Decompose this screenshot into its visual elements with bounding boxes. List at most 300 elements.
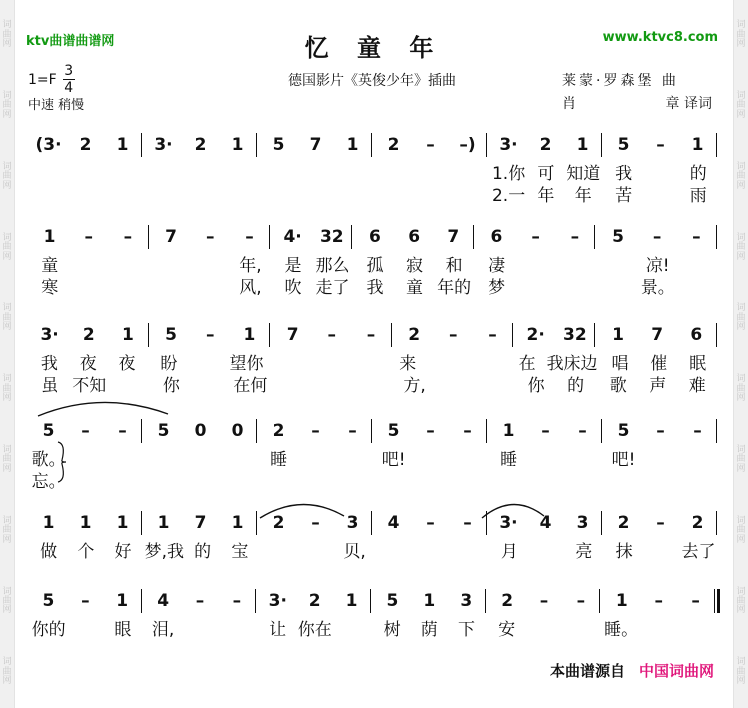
watermark-char: 网 <box>2 109 12 120</box>
note: – <box>463 421 472 441</box>
lyric-syllable: 睡 <box>270 449 288 470</box>
watermark-char: 网 <box>2 393 12 404</box>
watermark-char: 词 <box>2 161 12 172</box>
tempo-marking: 中速 稍慢 <box>28 98 85 113</box>
lyric-syllable: 好 <box>114 541 132 562</box>
note: 1 <box>157 513 170 533</box>
watermark-char: 词 <box>736 303 746 314</box>
watermark-char: 网 <box>736 463 746 474</box>
note: 3 <box>576 513 589 533</box>
right-watermark-strip <box>733 0 748 708</box>
watermark-char: 网 <box>2 605 12 616</box>
lyric-syllable: 我 <box>615 163 633 184</box>
lyric-syllable: 望你 <box>229 353 264 374</box>
lyric-syllable: 个 <box>77 541 95 562</box>
lyric-syllable: 夜 <box>118 353 136 374</box>
lyric-syllable: 年, <box>239 255 262 276</box>
note: 7 <box>447 227 460 247</box>
brace-mark <box>56 440 68 484</box>
note: – <box>327 325 337 345</box>
lyric-syllable: 宝 <box>231 541 249 562</box>
lyric-syllable: 吧! <box>381 449 406 470</box>
note: – <box>348 421 357 441</box>
note: 2 <box>387 135 400 155</box>
watermark-char: 曲 <box>2 100 12 111</box>
lyric-row <box>30 274 720 296</box>
note: 5 <box>42 421 55 441</box>
lyric-syllable: 寂 <box>406 255 424 276</box>
note: – <box>311 421 320 441</box>
note: 5 <box>387 421 400 441</box>
note: 1 <box>42 513 55 533</box>
note: – <box>426 135 435 155</box>
lyric-syllable: 催 <box>650 353 668 374</box>
slur-mark <box>34 396 174 418</box>
note: 1 <box>116 591 129 611</box>
note: – <box>531 227 540 247</box>
lyric-syllable: 歌 <box>609 375 627 396</box>
note: – <box>206 227 215 247</box>
score-system <box>30 130 720 204</box>
lyric-row <box>30 182 720 204</box>
watermark-group <box>736 304 745 332</box>
note: 7 <box>651 325 664 345</box>
lyric-syllable: 年 <box>537 185 555 206</box>
lyric-syllable: 我 <box>40 353 58 374</box>
lyricist-role: 章 译词 <box>665 96 712 112</box>
lyric-syllable: 年的 <box>437 277 472 298</box>
note: – <box>488 325 497 345</box>
note: 2 <box>79 135 92 155</box>
watermark-char: 网 <box>736 180 746 191</box>
watermark-char: 曲 <box>2 596 12 607</box>
lyric-syllable: 你 <box>527 375 545 396</box>
watermark-group <box>736 163 745 191</box>
watermark-group <box>2 517 11 545</box>
lyric-syllable: 景。 <box>640 277 675 298</box>
note: – <box>693 421 702 441</box>
note: 2 <box>408 325 421 345</box>
note: – <box>691 591 700 611</box>
watermark-char: 词 <box>2 515 12 526</box>
note: 2 <box>272 421 285 441</box>
watermark-group <box>2 446 11 474</box>
note: – <box>576 591 586 611</box>
watermark-char: 曲 <box>736 171 746 182</box>
note: – <box>81 421 90 441</box>
lyric-syllable: 孤 <box>366 255 384 276</box>
note: 3· <box>499 135 518 155</box>
watermark-char: 词 <box>2 586 12 597</box>
watermark-char: 曲 <box>736 100 746 111</box>
note: 1 <box>43 227 56 247</box>
note: 1 <box>116 513 129 533</box>
note: – <box>84 227 93 247</box>
barline <box>716 419 720 443</box>
lyric-syllable: 安 <box>498 619 516 640</box>
watermark-group <box>736 658 745 686</box>
watermark-char: 曲 <box>2 454 12 465</box>
final-barline <box>714 589 720 613</box>
note: 7 <box>194 513 207 533</box>
lyric-syllable: 凄 <box>488 255 506 276</box>
note: 5 <box>165 325 178 345</box>
note: – <box>426 513 435 533</box>
note: 1 <box>423 591 436 611</box>
note: 1 <box>691 135 704 155</box>
lyric-syllable: 凉! <box>645 255 670 276</box>
watermark-char: 网 <box>736 676 746 687</box>
watermark-char: 曲 <box>736 596 746 607</box>
watermark-char: 网 <box>2 39 12 50</box>
note: 2 <box>194 135 207 155</box>
watermark-group <box>2 163 11 191</box>
note: 32 <box>562 325 587 345</box>
lyric-syllable: 夜 <box>79 353 97 374</box>
score-system <box>30 586 720 638</box>
note: 1 <box>576 135 589 155</box>
note: 1 <box>116 135 129 155</box>
note: 5 <box>42 591 55 611</box>
watermark-char: 词 <box>736 20 746 31</box>
watermark-char: 网 <box>736 251 746 262</box>
lyric-syllable: 在 <box>518 353 536 374</box>
song-subtitle: 德国影片《英俊少年》插曲 <box>288 73 456 89</box>
footer-source <box>550 660 714 681</box>
watermark-char: 词 <box>736 232 746 243</box>
lyric-syllable: 忘。 <box>31 471 66 492</box>
note: – <box>570 227 580 247</box>
note: – <box>463 513 472 533</box>
song-title: 忆 童 年 <box>304 33 444 62</box>
footer-brand[interactable]: 中国词曲网 <box>638 662 714 680</box>
lyric-syllable: 你 <box>162 375 180 396</box>
watermark-char: 曲 <box>736 383 746 394</box>
watermark-char: 网 <box>736 393 746 404</box>
lyricist-credit <box>562 93 712 113</box>
lyric-syllable: 你的 <box>31 619 66 640</box>
note: – <box>656 421 665 441</box>
note: 2 <box>308 591 321 611</box>
note: 5 <box>617 135 630 155</box>
lyric-syllable: 难 <box>688 375 706 396</box>
watermark-char: 词 <box>736 657 746 668</box>
note: – <box>232 591 242 611</box>
lyric-syllable: 的 <box>194 541 212 562</box>
lyric-syllable: 不知 <box>72 375 107 396</box>
lyric-syllable: 童 <box>406 277 424 298</box>
note: 1 <box>502 421 515 441</box>
lyric-syllable: 我 <box>366 277 384 298</box>
note: 32 <box>319 227 344 247</box>
watermark-group <box>2 92 11 120</box>
watermark-char: 网 <box>736 322 746 333</box>
note: – <box>195 591 205 611</box>
watermark-group <box>2 658 11 686</box>
watermark-group <box>2 234 11 262</box>
note: – <box>118 421 127 441</box>
watermark-char: 曲 <box>2 666 12 677</box>
watermark-char: 网 <box>2 463 12 474</box>
note: 0 <box>194 421 207 441</box>
note: 2· <box>526 325 545 345</box>
note: – <box>541 421 550 441</box>
note: 5 <box>612 227 624 247</box>
lyric-syllable: 1.你 <box>491 163 526 184</box>
lyric-syllable: 声 <box>649 375 667 396</box>
watermark-char: 网 <box>2 322 12 333</box>
note: 6 <box>369 227 381 247</box>
watermark-char: 网 <box>736 534 746 545</box>
score-system <box>30 508 720 560</box>
watermark-char: 词 <box>2 303 12 314</box>
note: 7 <box>165 227 178 247</box>
lyric-syllable: 苦 <box>615 185 633 206</box>
note: 2 <box>501 591 514 611</box>
lyric-syllable: 盼 <box>160 353 178 374</box>
note: 5 <box>272 135 285 155</box>
source-url[interactable]: www.ktvc8.com <box>602 30 718 45</box>
watermark-group <box>736 446 745 474</box>
note: 2 <box>691 513 704 533</box>
lyric-syllable: 你在 <box>297 619 332 640</box>
watermark-char: 曲 <box>2 312 12 323</box>
lyric-row <box>30 538 720 560</box>
barline <box>716 323 720 347</box>
watermark-char: 网 <box>736 39 746 50</box>
watermark-char: 词 <box>2 20 12 31</box>
watermark-group <box>736 234 745 262</box>
note: – <box>578 421 587 441</box>
notation-row <box>30 416 720 446</box>
lyric-row <box>30 468 720 490</box>
lyric-syllable: 的 <box>567 375 585 396</box>
watermark-group <box>2 588 11 616</box>
note: – <box>245 227 254 247</box>
note: 2 <box>617 513 630 533</box>
watermark-char: 词 <box>736 374 746 385</box>
lyric-syllable: 2.一 <box>491 185 526 206</box>
lyric-syllable: 做 <box>40 541 58 562</box>
barline <box>716 225 720 249</box>
note: 2 <box>82 325 95 345</box>
watermark-char: 曲 <box>736 666 746 677</box>
note: 3· <box>268 591 287 611</box>
note: 4 <box>539 513 552 533</box>
key-label: 1=F <box>28 71 57 88</box>
watermark-char: 词 <box>2 657 12 668</box>
note: 1 <box>345 591 358 611</box>
note: – <box>81 591 90 611</box>
lyric-syllable: 方, <box>403 375 426 396</box>
watermark-char: 词 <box>2 232 12 243</box>
lyric-syllable: 睡。 <box>604 619 639 640</box>
note: 7 <box>309 135 322 155</box>
watermark-char: 曲 <box>736 29 746 40</box>
notation-row <box>30 130 720 160</box>
watermark-char: 曲 <box>2 242 12 253</box>
lyric-syllable: 雨 <box>689 185 707 206</box>
time-signature <box>63 64 75 95</box>
note: – <box>449 325 458 345</box>
footer-note: 本曲谱源自 <box>549 662 625 680</box>
lyric-syllable: 眠 <box>689 353 707 374</box>
lyricist-name: 肖 <box>562 96 576 112</box>
notation-row <box>30 222 720 252</box>
watermark-char: 词 <box>2 445 12 456</box>
note: 3 <box>460 591 473 611</box>
lyric-row <box>30 160 720 182</box>
lyric-syllable: 荫 <box>420 619 438 640</box>
watermark-char: 曲 <box>736 242 746 253</box>
lyric-syllable: 歌。 <box>31 449 66 470</box>
watermark-group <box>736 375 745 403</box>
barline <box>716 511 720 535</box>
watermark-char: 曲 <box>2 525 12 536</box>
watermark-char: 词 <box>736 161 746 172</box>
lyric-row <box>30 252 720 274</box>
watermark-group <box>2 304 11 332</box>
watermark-char: 曲 <box>736 312 746 323</box>
note: – <box>311 513 320 533</box>
note: – <box>206 325 215 345</box>
watermark-char: 网 <box>736 109 746 120</box>
lyric-syllable: 吧! <box>611 449 636 470</box>
lyric-syllable: 贝, <box>343 541 366 562</box>
watermark-char: 词 <box>736 445 746 456</box>
note: 3· <box>40 325 59 345</box>
lyric-row <box>30 350 720 372</box>
lyric-syllable: 知道 <box>566 163 601 184</box>
watermark-char: 词 <box>2 374 12 385</box>
lyric-syllable: 童 <box>41 255 59 276</box>
lyric-syllable: 是 <box>284 255 302 276</box>
lyric-syllable: 让 <box>269 619 287 640</box>
note: 7 <box>286 325 299 345</box>
watermark-char: 曲 <box>2 383 12 394</box>
note: 1 <box>122 325 134 345</box>
composer-credit: 莱蒙·罗森堡 曲 <box>562 73 679 89</box>
lyric-syllable: 唱 <box>611 353 629 374</box>
notation-row <box>30 586 720 616</box>
note: –) <box>459 135 476 155</box>
note: (3· <box>35 135 62 155</box>
note: 1 <box>615 591 628 611</box>
lyric-syllable: 在何 <box>233 375 268 396</box>
watermark-group <box>736 517 745 545</box>
note: 1 <box>346 135 359 155</box>
lyric-syllable: 那么 <box>315 255 350 276</box>
watermark-char: 网 <box>2 180 12 191</box>
note: 0 <box>231 421 244 441</box>
lyric-syllable: 年 <box>574 185 592 206</box>
watermark-group <box>2 375 11 403</box>
lyric-syllable: 我床边 <box>546 353 598 374</box>
note: 3· <box>154 135 173 155</box>
note: – <box>656 135 665 155</box>
score-system <box>30 222 720 296</box>
watermark-char: 网 <box>2 676 12 687</box>
note: – <box>123 227 133 247</box>
lyric-syllable: 月 <box>500 541 518 562</box>
watermark-char: 网 <box>2 534 12 545</box>
barline <box>716 133 720 157</box>
watermark-char: 曲 <box>2 171 12 182</box>
note: 4 <box>157 591 170 611</box>
note: 4 <box>387 513 400 533</box>
notation-row <box>30 508 720 538</box>
note: – <box>366 325 376 345</box>
note: 2 <box>539 135 552 155</box>
lyric-syllable: 梦,我 <box>144 541 185 562</box>
lyric-syllable: 抹 <box>615 541 633 562</box>
note: 5 <box>386 591 399 611</box>
notation-row <box>30 320 720 350</box>
watermark-group <box>736 588 745 616</box>
note: 5 <box>157 421 170 441</box>
watermark-char: 曲 <box>736 525 746 536</box>
note: – <box>652 227 662 247</box>
note: 1 <box>231 513 244 533</box>
note: – <box>692 227 701 247</box>
lyric-syllable: 树 <box>383 619 401 640</box>
lyric-syllable: 吹 <box>284 277 302 298</box>
lyric-syllable: 走了 <box>315 277 350 298</box>
note: 2 <box>272 513 285 533</box>
score-system <box>30 416 720 490</box>
note: 1 <box>231 135 244 155</box>
left-watermark-strip <box>0 0 15 708</box>
watermark-char: 网 <box>736 605 746 616</box>
lyric-syllable: 眼 <box>114 619 132 640</box>
meter-bottom: 4 <box>64 80 74 96</box>
watermark-char: 词 <box>736 515 746 526</box>
note: 1 <box>243 325 256 345</box>
lyric-syllable: 睡 <box>500 449 518 470</box>
watermark-char: 词 <box>736 586 746 597</box>
note: – <box>654 591 663 611</box>
lyric-syllable: 虽 <box>41 375 59 396</box>
lyric-syllable: 的 <box>689 163 707 184</box>
lyric-syllable: 寒 <box>41 277 59 298</box>
lyric-syllable: 亮 <box>575 541 593 562</box>
lyric-syllable: 和 <box>445 255 463 276</box>
note: – <box>656 513 665 533</box>
watermark-char: 曲 <box>2 29 12 40</box>
note: 3 <box>346 513 359 533</box>
lyric-syllable: 风, <box>239 277 262 298</box>
watermark-char: 词 <box>736 91 746 102</box>
watermark-group <box>736 92 745 120</box>
lyric-syllable: 下 <box>457 619 475 640</box>
note: – <box>426 421 435 441</box>
lyric-syllable: 来 <box>399 353 417 374</box>
watermark-char: 网 <box>2 251 12 262</box>
lyric-syllable: 梦 <box>488 277 506 298</box>
watermark-char: 词 <box>2 91 12 102</box>
lyric-row <box>30 446 720 468</box>
note: 6 <box>490 227 503 247</box>
key-signature <box>28 64 75 95</box>
slur-mark <box>478 498 548 520</box>
meter-top: 3 <box>64 63 74 79</box>
note: 3· <box>499 513 518 533</box>
note: 1 <box>79 513 92 533</box>
lyric-syllable: 可 <box>537 163 555 184</box>
note: 1 <box>612 325 624 345</box>
slur-mark <box>256 498 348 520</box>
note: 6 <box>408 227 421 247</box>
